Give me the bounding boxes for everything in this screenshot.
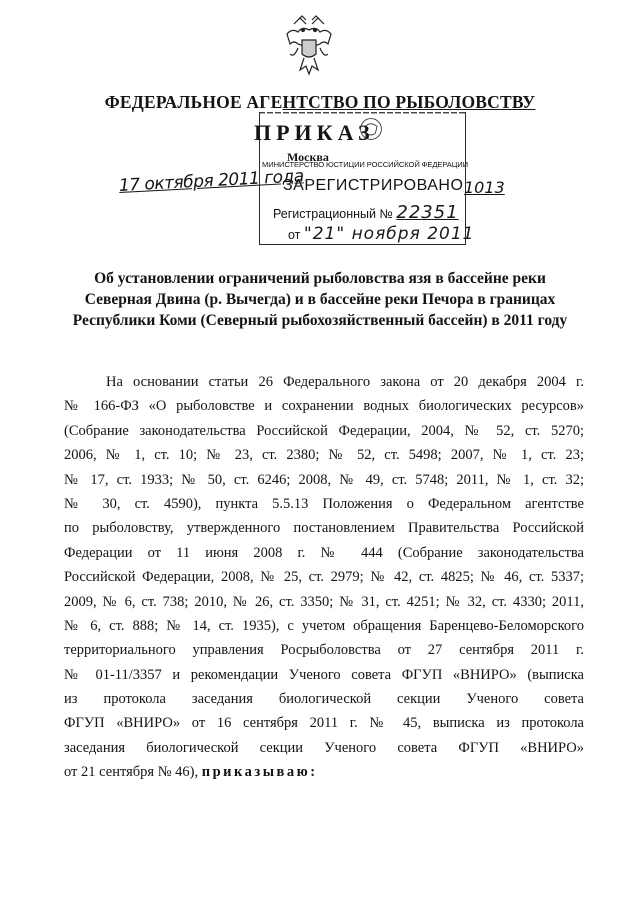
- ministry-name: МИНИСТЕРСТВО ЮСТИЦИИ РОССИЙСКОЙ ФЕДЕРАЦИИ: [262, 160, 468, 169]
- registration-date: "21" ноября 2011: [303, 224, 475, 244]
- body-line: На основании статьи 26 Федерального закона от 20 декабря 2004 г.: [106, 374, 584, 390]
- body-line: по рыболовству, утвержденного постановлением Правительства Российской: [64, 520, 584, 537]
- order-command: приказываю:: [201, 764, 318, 781]
- registration-number-row: [273, 202, 459, 223]
- document-body: [64, 370, 584, 785]
- body-line: 2006, № 1, ст. 10; № 23, ст. 2380; № 52, ст. 5498; 2007, № 1, ст. 23;: [64, 447, 584, 464]
- title-line: Об установлении ограничений рыболовства язя в бассейне реки: [94, 270, 546, 287]
- body-line: № 17, ст. 1933; № 50, ст. 6246; 2008, № 49, ст. 5748; 2011, № 1, ст. 32;: [64, 471, 584, 488]
- body-line: территориального управления Росрыболовства от 27 сентября 2011 г.: [64, 642, 584, 659]
- body-line: Российской Федерации, 2008, № 25, ст. 2979; № 42, ст. 4825; № 46, ст. 5337;: [64, 569, 584, 586]
- agency-name: [0, 92, 640, 113]
- body-last-line: [64, 760, 584, 784]
- body-line: из протокола заседания биологической секции Ученого совета: [64, 691, 584, 708]
- registration-number-label: Регистрационный №: [273, 207, 393, 221]
- signing-date: 17 октября 2011 года: [118, 166, 305, 196]
- body-last-prefix: от 21 сентября № 46),: [64, 764, 202, 781]
- agency-name-part1: ФЕДЕРАЛЬНОЕ АГЕ: [104, 92, 283, 112]
- registration-date-prefix: от: [288, 228, 301, 242]
- body-line: № 30, ст. 4590), пункта 5.5.13 Положения о Федеральном агентстве: [64, 495, 584, 512]
- document-type: ПРИКАЗ: [254, 120, 375, 145]
- registration-date-row: [288, 224, 474, 244]
- agency-name-part2: НТСТВО ПО РЫБОЛОВСТВУ: [282, 92, 536, 112]
- body-line: (Собрание законодательства Российской Федерации, 2004, № 52, ст. 5270;: [64, 422, 584, 439]
- stamp-top-border: [259, 112, 467, 114]
- body-line: Федерации от 11 июня 2008 г. № 444 (Собрание законодательства: [64, 544, 584, 561]
- registered-label: ЗАРЕГИСТРИРОВАНО: [283, 177, 464, 194]
- document-title: [60, 268, 580, 331]
- body-line: ФГУП «ВНИРО» от 16 сентября 2011 г. № 45, выписка из протокола: [64, 715, 584, 732]
- title-line: Республики Коми (Северный рыбохозяйственный бассейн) в 2011 году: [72, 312, 568, 329]
- body-line: № 6, ст. 888; № 14, ст. 1935), с учетом обращения Баренцево-Беломорского: [64, 617, 584, 634]
- coat-of-arms-icon: [284, 14, 334, 76]
- city-label: Москва: [287, 150, 329, 164]
- body-line: № 166-ФЗ «О рыболовстве и сохранении водных биологических ресурсов»: [64, 398, 584, 415]
- registration-number: 22351: [396, 202, 459, 223]
- title-line: Северная Двина (р. Вычегда) и в бассейне реки Печора в границах: [84, 291, 556, 308]
- order-number: 1013: [464, 178, 505, 197]
- stamp-seal-icon: [358, 116, 384, 142]
- body-line: заседания биологической секции Ученого совета ФГУП «ВНИРО»: [64, 739, 584, 756]
- body-line: № 01-11/3357 и рекомендации Ученого совета ФГУП «ВНИРО» (выписка: [64, 666, 584, 683]
- body-line: 2009, № 6, ст. 738; 2010, № 26, ст. 3350; № 31, ст. 4251; № 32, ст. 4330; 2011,: [64, 593, 584, 610]
